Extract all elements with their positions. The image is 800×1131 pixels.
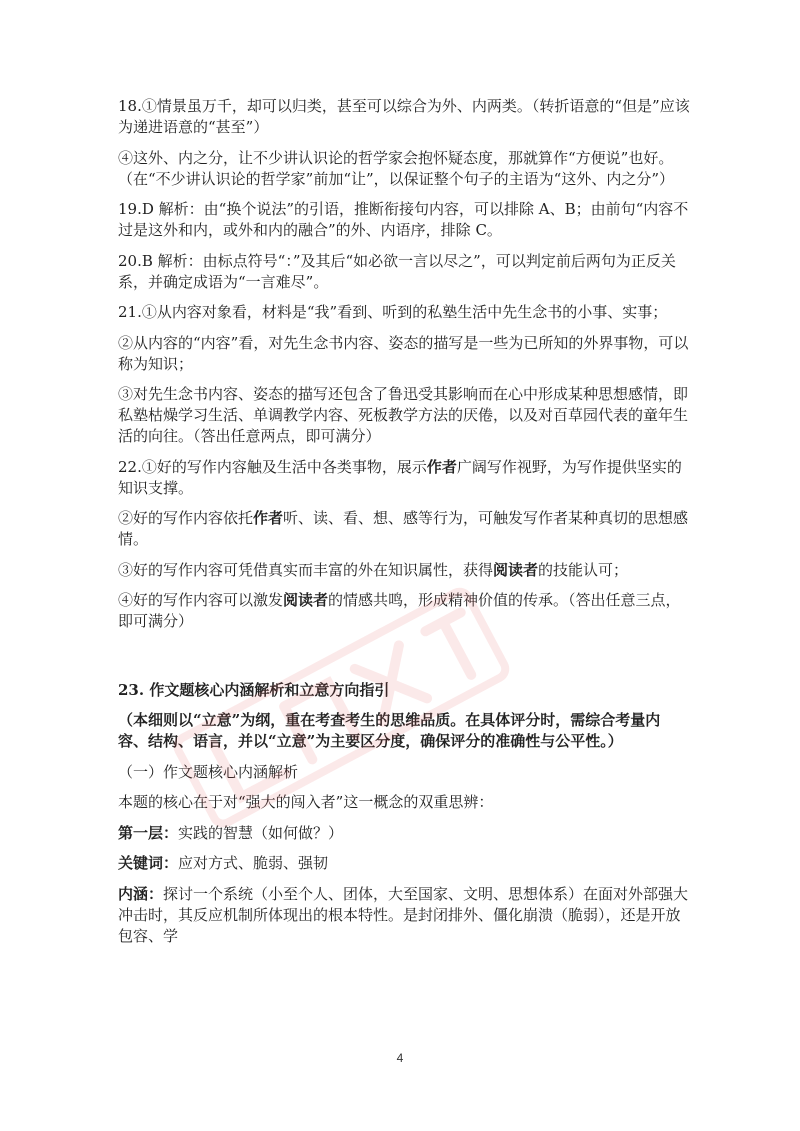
answer-paragraph xyxy=(118,823,690,844)
answer-paragraph xyxy=(118,792,690,813)
answer-paragraph xyxy=(118,457,690,499)
text-segment: （一）作文题核心内涵解析 xyxy=(118,762,299,781)
text-segment: ③对先生念书内容、姿态的描写还包含了鲁迅受其影响而在心中形成某种思想感情，即私塾枯燥学习生活、单调教学内容、死板教学方法的厌倦，以及对百草园代表的童年生活的向往。（答出任意两点，即可满分） xyxy=(118,385,689,445)
text-segment: ④这外、内之分，让不少讲认识论的哲学家会抱怀疑态度，那就算作“方便说”也好。（在“不少讲认识论的哲学家”前加“让”，以保证整个句子的主语为“这外、内之分”） xyxy=(118,148,675,188)
page-number: 4 xyxy=(396,1051,404,1065)
answer-paragraph xyxy=(118,251,690,293)
bold-text: 阅读者 xyxy=(493,560,539,579)
bold-text: 作者 xyxy=(253,509,284,527)
answer-paragraph xyxy=(118,762,690,783)
document-body xyxy=(118,96,690,956)
text-segment: ②好的写作内容依托 xyxy=(118,509,254,527)
text-segment: 的情感共鸣，形成精神价值的传承。（答出任意三点，即可满分） xyxy=(118,591,681,630)
bold-text: 阅读者 xyxy=(283,591,329,609)
answer-paragraph xyxy=(118,884,690,947)
text-segment: 的技能认可； xyxy=(538,560,629,579)
bold-text: 内涵： xyxy=(118,884,164,903)
answer-paragraph xyxy=(118,199,690,241)
bold-text: 23. 作文题核心内涵解析和立意方向指引 xyxy=(118,680,390,699)
text-segment: ③好的写作内容可凭借真实而丰富的外在知识属性，获得 xyxy=(118,560,494,579)
text-segment: 广阔写作视野，为写作提供坚实的知识支撑。 xyxy=(118,457,682,497)
answer-paragraph xyxy=(118,590,690,632)
text-segment: 实践的智慧（如何做？） xyxy=(178,823,344,842)
text-segment: 21.①从内容对象看，材料是“我”看到、听到的私塾生活中先生念书的小事、实事； xyxy=(118,303,668,321)
bold-text: （本细则以“立意”为纲，重在考查考生的思维品质。在具体评分时，需综合考量内容、结构、语言，并以“立意”为主要区分度，确保评分的准确性与公平性。） xyxy=(118,711,661,750)
answer-paragraph xyxy=(118,853,690,874)
answer-paragraph xyxy=(118,96,690,138)
bold-text: 关键词： xyxy=(118,854,179,872)
answer-paragraph xyxy=(118,680,690,701)
answer-paragraph xyxy=(118,148,690,190)
answer-paragraph xyxy=(118,333,690,375)
text-segment: 本题的核心在于对“强大的闯入者”这一概念的双重思辨： xyxy=(118,793,494,811)
text-segment: 18.①情景虽万千，却可以归类，甚至可以综合为外、内两类。（转折语意的“但是”应该为递进语意的“甚至”） xyxy=(118,97,690,136)
text-segment: 应对方式、脆弱、强韧 xyxy=(178,854,329,872)
answer-paragraph xyxy=(118,302,690,323)
answer-paragraph xyxy=(118,384,690,447)
bold-text: 作者 xyxy=(426,457,457,476)
section-gap xyxy=(118,642,690,680)
text-segment: 22.①好的写作内容触及生活中各类事物，展示 xyxy=(118,457,427,476)
text-segment: 听、读、看、想、感等行为，可触发写作者某种真切的思想感情。 xyxy=(118,509,689,548)
answer-paragraph xyxy=(118,560,690,581)
answer-paragraph xyxy=(118,710,690,752)
text-segment: 20.B 解析：由标点符号“：”及其后“如必欲一言以尽之”，可以判定前后两句为正反关系，并确定成语为“一言难尽”。 xyxy=(118,251,676,291)
answer-paragraph xyxy=(118,508,690,550)
bold-text: 第一层： xyxy=(118,823,179,842)
text-segment: ④好的写作内容可以激发 xyxy=(118,591,284,609)
text-segment: 19.D 解析：由“换个说法”的引语，推断衔接句内容，可以排除 A、B；由前句“内容不过是这外和内，或外和内的融合”的外、内语序，排除 C。 xyxy=(118,200,689,239)
text-segment: ②从内容的“内容”看，对先生念书内容、姿态的描写是一些为已所知的外界事物，可以称为知识； xyxy=(118,333,689,373)
text-segment: 探讨一个系统（小至个人、团体，大至国家、文明、思想体系）在面对外部强大冲击时，其反应机制所体现出的根本特性。是封闭排外、僵化崩溃（脆弱），还是开放包容、学 xyxy=(118,884,689,945)
